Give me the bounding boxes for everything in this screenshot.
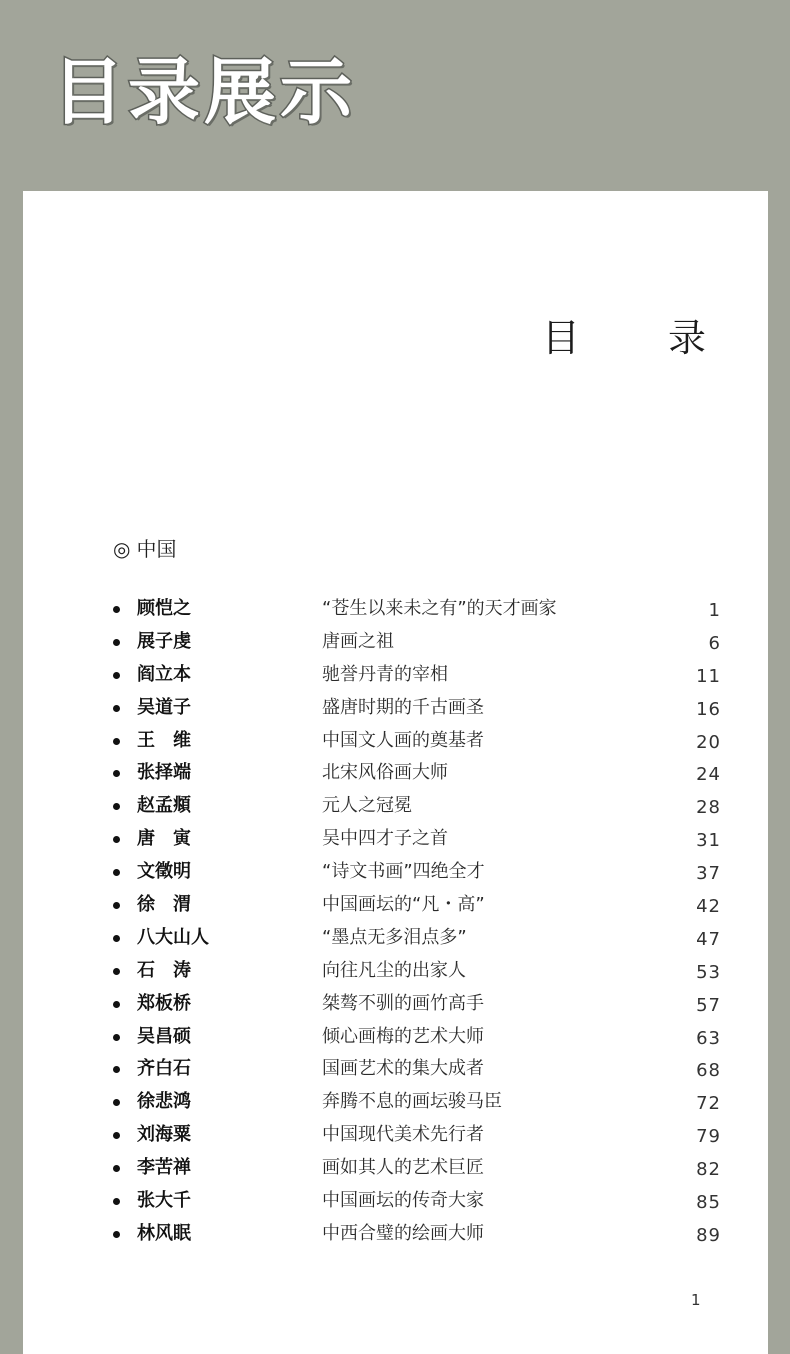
bullet-icon	[113, 1034, 120, 1041]
bullet-icon	[113, 738, 120, 745]
entry-artist: 李苦禅	[137, 1157, 191, 1179]
bullet-icon	[113, 672, 120, 679]
toc-entry[interactable]	[103, 1188, 723, 1221]
entry-page-number: 24	[696, 764, 721, 786]
entry-artist: 石 涛	[137, 959, 191, 981]
entry-page-number: 16	[696, 698, 721, 720]
entry-artist: 展子虔	[137, 630, 191, 652]
entry-description: 元人之冠冕	[322, 795, 412, 817]
entry-artist: 徐 渭	[137, 894, 191, 916]
entry-page-number: 57	[696, 994, 721, 1016]
entry-description: 盛唐时期的千古画圣	[322, 696, 484, 718]
entry-page-number: 6	[708, 632, 721, 654]
bullet-icon	[113, 869, 120, 876]
section-marker-icon: ◎	[113, 537, 131, 561]
toc-entry[interactable]	[103, 662, 723, 695]
bullet-icon	[113, 639, 120, 646]
entry-page-number: 11	[696, 665, 721, 687]
entry-artist: 吴昌硕	[137, 1025, 191, 1047]
toc-entry[interactable]	[103, 892, 723, 925]
entry-description: 中国文人画的奠基者	[322, 729, 484, 751]
entry-page-number: 53	[696, 961, 721, 983]
bullet-icon	[113, 705, 120, 712]
entry-description: 中国画坛的“凡・高”	[322, 894, 485, 916]
entry-description: 吴中四才子之首	[322, 828, 448, 850]
toc-entry[interactable]	[103, 826, 723, 859]
entry-artist: 郑板桥	[137, 992, 191, 1014]
entry-page-number: 89	[696, 1224, 721, 1246]
entry-page-number: 63	[696, 1027, 721, 1049]
entry-artist: 文徵明	[137, 861, 191, 883]
entry-artist: 张择端	[137, 762, 191, 784]
entry-artist: 张大千	[137, 1190, 191, 1212]
bullet-icon	[113, 1231, 120, 1238]
toc-list	[103, 596, 723, 1254]
toc-entry[interactable]	[103, 596, 723, 629]
entry-page-number: 47	[696, 928, 721, 950]
section-header	[113, 539, 176, 559]
toc-entry[interactable]	[103, 991, 723, 1024]
page-folio-number: 1	[691, 1291, 701, 1309]
bullet-icon	[113, 935, 120, 942]
entry-artist: 阎立本	[137, 663, 191, 685]
bullet-icon	[113, 968, 120, 975]
entry-description: 奔腾不息的画坛骏马臣	[322, 1091, 502, 1113]
toc-entry[interactable]	[103, 1221, 723, 1254]
entry-page-number: 20	[696, 731, 721, 753]
bullet-icon	[113, 1165, 120, 1172]
entry-page-number: 37	[696, 863, 721, 885]
toc-entry[interactable]	[103, 1056, 723, 1089]
entry-artist: 刘海粟	[137, 1124, 191, 1146]
bullet-icon	[113, 803, 120, 810]
bullet-icon	[113, 1132, 120, 1139]
entry-description: 中国画坛的传奇大家	[322, 1190, 484, 1212]
entry-artist: 赵孟頫	[137, 795, 191, 817]
toc-entry[interactable]	[103, 1155, 723, 1188]
section-label: 中国	[136, 537, 177, 561]
bullet-icon	[113, 1099, 120, 1106]
entry-page-number: 31	[696, 830, 721, 852]
toc-entry[interactable]	[103, 728, 723, 761]
bullet-icon	[113, 836, 120, 843]
entry-description: 唐画之祖	[322, 630, 394, 652]
entry-page-number: 1	[708, 600, 721, 621]
bullet-icon	[113, 1066, 120, 1073]
banner-title: 目录展示	[52, 50, 357, 134]
entry-description: 画如其人的艺术巨匠	[322, 1157, 484, 1179]
bullet-icon	[113, 606, 120, 613]
entry-description: 倾心画梅的艺术大师	[322, 1025, 484, 1047]
entry-description: 中西合璧的绘画大师	[322, 1222, 484, 1244]
bullet-icon	[113, 1001, 120, 1008]
entry-artist: 唐 寅	[137, 828, 191, 850]
entry-description: “苍生以来未之有”的天才画家	[322, 598, 557, 619]
entry-description: 中国现代美术先行者	[322, 1124, 484, 1146]
entry-artist: 王 维	[137, 729, 191, 751]
bullet-icon	[113, 770, 120, 777]
toc-entry[interactable]	[103, 1122, 723, 1155]
entry-artist: 齐白石	[137, 1058, 191, 1080]
toc-heading: 目 录	[541, 316, 744, 360]
entry-page-number: 68	[696, 1060, 721, 1082]
entry-artist: 林风眠	[137, 1222, 191, 1244]
entry-artist: 顾恺之	[137, 598, 191, 619]
entry-page-number: 28	[696, 797, 721, 819]
entry-page-number: 42	[696, 896, 721, 918]
toc-entry[interactable]	[103, 629, 723, 662]
toc-entry[interactable]	[103, 760, 723, 793]
entry-description: 驰誉丹青的宰相	[322, 663, 448, 685]
bullet-icon	[113, 902, 120, 909]
entry-artist: 八大山人	[137, 926, 209, 948]
toc-entry[interactable]	[103, 793, 723, 826]
bullet-icon	[113, 1198, 120, 1205]
toc-entry[interactable]	[103, 695, 723, 728]
entry-page-number: 72	[696, 1093, 721, 1115]
entry-description: 向往凡尘的出家人	[322, 959, 466, 981]
toc-entry[interactable]	[103, 925, 723, 958]
entry-artist: 吴道子	[137, 696, 191, 718]
toc-entry[interactable]	[103, 1024, 723, 1057]
entry-description: “诗文书画”四绝全才	[322, 861, 485, 883]
entry-page-number: 82	[696, 1159, 721, 1181]
toc-entry[interactable]	[103, 958, 723, 991]
toc-entry[interactable]	[103, 1089, 723, 1122]
entry-description: 北宋风俗画大师	[322, 762, 448, 784]
entry-description: “墨点无多泪点多”	[322, 926, 467, 948]
entry-artist: 徐悲鸿	[137, 1091, 191, 1113]
entry-page-number: 79	[696, 1126, 721, 1148]
entry-description: 国画艺术的集大成者	[322, 1058, 484, 1080]
toc-page	[23, 191, 768, 1354]
entry-page-number: 85	[696, 1192, 721, 1214]
entry-description: 桀骜不驯的画竹高手	[322, 992, 484, 1014]
toc-entry[interactable]	[103, 859, 723, 892]
